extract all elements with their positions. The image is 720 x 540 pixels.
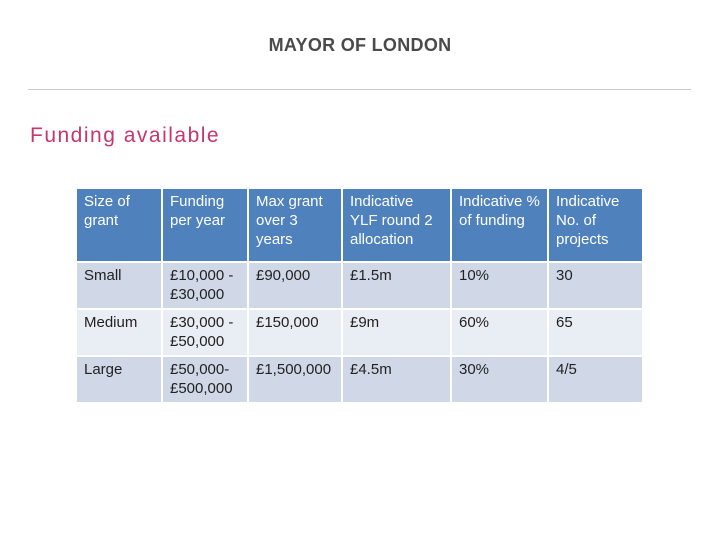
table-cell: £30,000 - £50,000 xyxy=(162,309,248,356)
table-cell: £90,000 xyxy=(248,262,342,309)
table-cell: £10,000 - £30,000 xyxy=(162,262,248,309)
column-header-funding-per-year: Funding per year xyxy=(162,188,248,262)
header-divider xyxy=(28,89,691,90)
funding-table xyxy=(75,187,644,404)
table-header-row xyxy=(76,188,643,262)
column-header-allocation: Indicative YLF round 2 allocation xyxy=(342,188,451,262)
table-row xyxy=(76,262,643,309)
table-cell: 65 xyxy=(548,309,643,356)
table-cell: £4.5m xyxy=(342,356,451,403)
table-cell: 60% xyxy=(451,309,548,356)
column-header-no-projects: Indicative No. of projects xyxy=(548,188,643,262)
column-header-percent-funding: Indicative % of funding xyxy=(451,188,548,262)
column-header-max-grant: Max grant over 3 years xyxy=(248,188,342,262)
column-header-size: Size of grant xyxy=(76,188,162,262)
table-cell: £1,500,000 xyxy=(248,356,342,403)
table-cell: £1.5m xyxy=(342,262,451,309)
table-row xyxy=(76,309,643,356)
table-cell: £9m xyxy=(342,309,451,356)
table-cell: 30 xyxy=(548,262,643,309)
table-cell: 4/5 xyxy=(548,356,643,403)
page-title: Funding available xyxy=(30,124,221,147)
table-cell: Small xyxy=(76,262,162,309)
table-cell: Large xyxy=(76,356,162,403)
table-row xyxy=(76,356,643,403)
table-cell: £150,000 xyxy=(248,309,342,356)
mayor-of-london-logo: MAYOR OF LONDON xyxy=(268,35,452,55)
table-cell: £50,000- £500,000 xyxy=(162,356,248,403)
table-cell: 30% xyxy=(451,356,548,403)
table-cell: Medium xyxy=(76,309,162,356)
table-cell: 10% xyxy=(451,262,548,309)
